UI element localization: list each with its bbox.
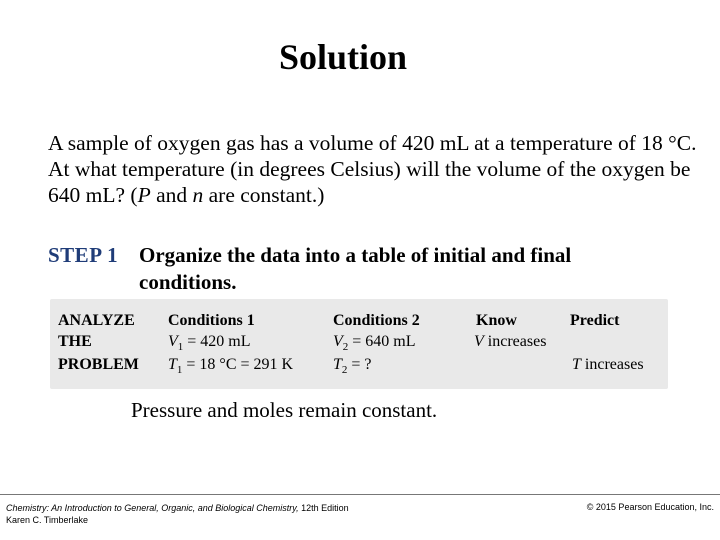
t1-amount: = 18 °C = 291 K bbox=[182, 356, 294, 373]
footer-author: Karen C. Timberlake bbox=[6, 515, 89, 525]
v2-amount: = 640 mL bbox=[348, 333, 416, 350]
footer-book-title: Chemistry: An Introduction to General, Organic, and Biological Chemistry, bbox=[6, 503, 299, 513]
v1-value bbox=[168, 332, 251, 353]
data-table bbox=[50, 299, 668, 389]
analyze-label-2: THE bbox=[58, 333, 92, 350]
t2-symbol: T bbox=[333, 356, 342, 373]
t1-symbol: T bbox=[168, 356, 177, 373]
t2-subscript: 2 bbox=[341, 364, 348, 376]
problem-moles-symbol: n bbox=[192, 183, 204, 207]
conditions-2-header: Conditions 2 bbox=[333, 312, 420, 329]
know-value bbox=[474, 332, 546, 352]
t1-subscript: 1 bbox=[176, 364, 183, 376]
know-text: increases bbox=[483, 333, 547, 350]
footer-citation bbox=[6, 502, 349, 526]
t2-amount: = ? bbox=[347, 356, 372, 373]
predict-value bbox=[572, 355, 644, 375]
v2-value bbox=[333, 332, 416, 353]
analyze-label-1: ANALYZE bbox=[58, 312, 135, 329]
predict-symbol: T bbox=[572, 356, 581, 373]
footer-edition: 12th Edition bbox=[298, 503, 349, 513]
v2-subscript: 2 bbox=[342, 341, 349, 353]
v2-symbol: V bbox=[333, 333, 343, 350]
problem-and: and bbox=[150, 183, 193, 207]
know-symbol: V bbox=[474, 333, 484, 350]
predict-text: increases bbox=[580, 356, 644, 373]
problem-end: are constant.) bbox=[203, 183, 325, 207]
problem-statement bbox=[48, 130, 698, 208]
footer-copyright: © 2015 Pearson Education, Inc. bbox=[586, 502, 714, 512]
conditions-1-header: Conditions 1 bbox=[168, 312, 255, 329]
analyze-label-3: PROBLEM bbox=[58, 356, 139, 373]
t1-value bbox=[168, 355, 293, 376]
slide-title: Solution bbox=[278, 37, 408, 77]
footer-divider bbox=[0, 494, 720, 495]
constant-note: Pressure and moles remain constant. bbox=[131, 398, 438, 422]
step-number: STEP 1 bbox=[48, 243, 119, 267]
predict-header: Predict bbox=[570, 312, 620, 329]
problem-text: A sample of oxygen gas has a volume of 420 mL at a temperature of 18 °C. At what temperature (in degrees Celsius) will the volume of the oxygen be 640 mL? ( bbox=[48, 131, 697, 207]
v1-symbol: V bbox=[168, 333, 178, 350]
know-header: Know bbox=[476, 312, 517, 329]
problem-pressure-symbol: P bbox=[137, 183, 151, 207]
v1-subscript: 1 bbox=[177, 341, 184, 353]
t2-value bbox=[333, 355, 372, 376]
step-text: Organize the data into a table of initial and final conditions. bbox=[139, 243, 572, 294]
v1-amount: = 420 mL bbox=[183, 333, 251, 350]
